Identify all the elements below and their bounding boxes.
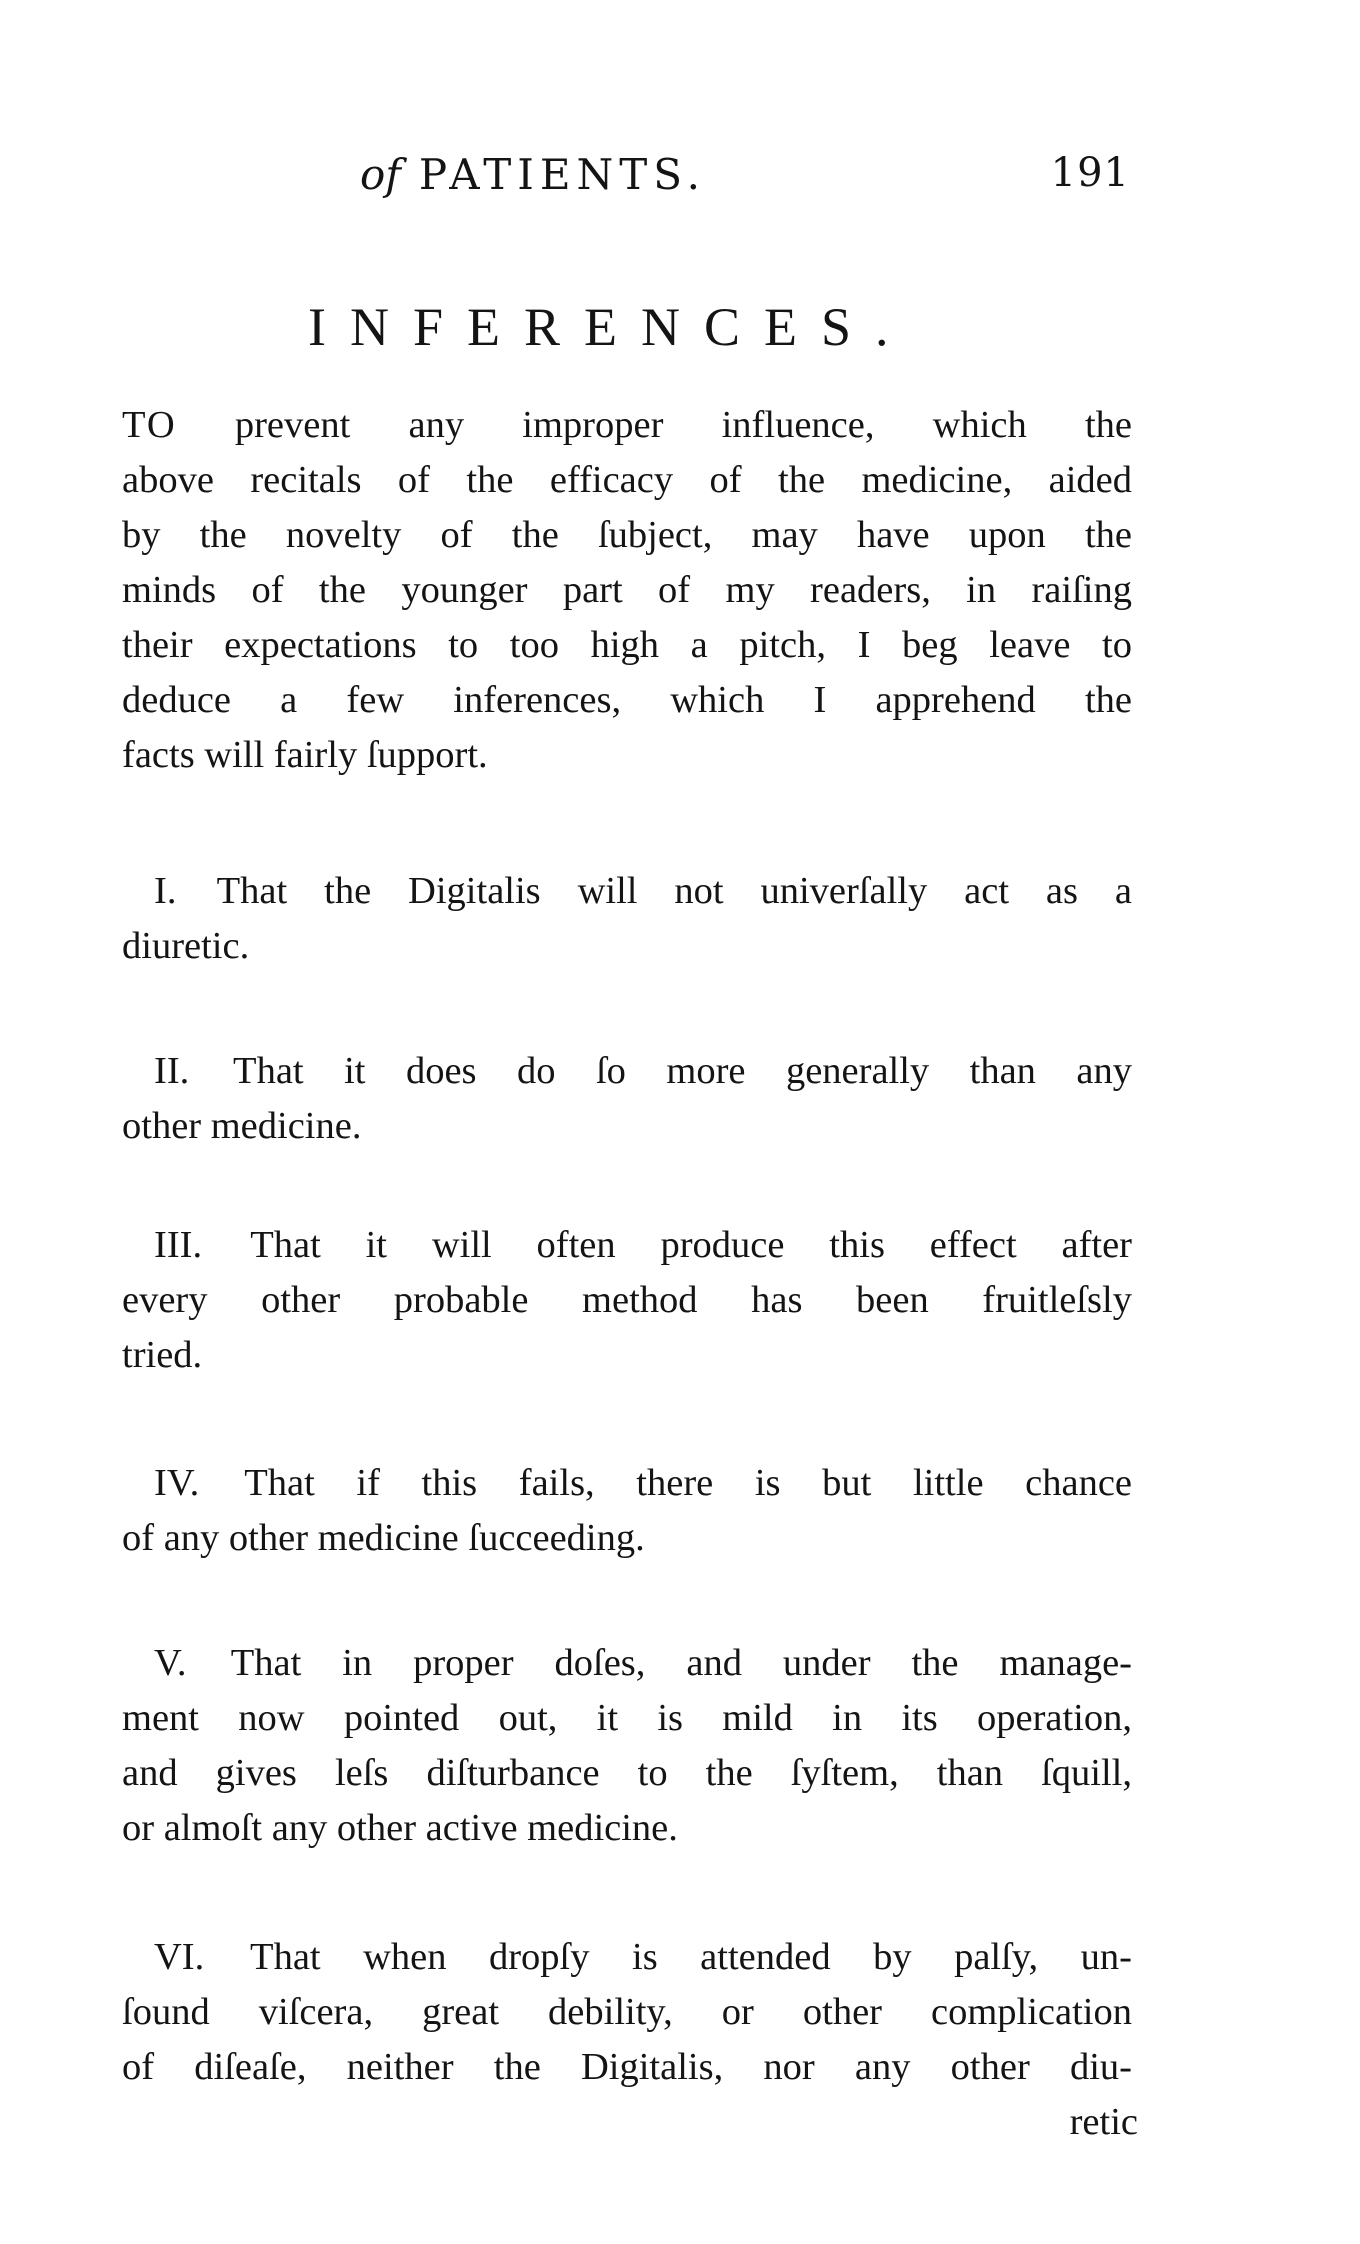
intro-line-6: deduce a few inferences, which I apprehend the <box>122 679 1132 721</box>
inference-1-line-1-text: That the Digitalis will not univerſally act as a <box>180 870 1132 912</box>
inference-3-line-3: tried. <box>122 1334 203 1376</box>
inference-4 <box>122 1456 1132 1566</box>
inference-6-line-1 <box>122 1930 1132 1985</box>
running-head <box>360 150 1130 210</box>
inference-3-line-2: every other probable method has been fruitleſsly <box>122 1279 1132 1321</box>
inference-6-line-2: ſound viſcera, great debility, or other complication <box>122 1991 1132 2033</box>
inference-1-line-1 <box>122 864 1132 919</box>
intro-line-1-text: prevent any improper influence, which the <box>176 404 1132 446</box>
inference-6-line-3: of diſeaſe, neither the Digitalis, nor any other diu- <box>122 2046 1132 2088</box>
intro-paragraph <box>122 398 1132 783</box>
running-title-of: of <box>360 150 401 199</box>
page-number: 191 <box>1050 150 1130 196</box>
intro-first-word: TO <box>122 404 177 446</box>
inference-5-line-4: or almoſt any other active medicine. <box>122 1807 678 1849</box>
intro-line-1 <box>122 398 1132 453</box>
intro-line-7: facts will fairly ſupport. <box>122 734 488 776</box>
inference-3-line-1 <box>122 1218 1132 1273</box>
inference-2-line-1 <box>122 1044 1132 1099</box>
inference-4-line-1-text: That if this fails, there is but little chance <box>203 1462 1132 1504</box>
inference-1-line-2: diuretic. <box>122 925 250 967</box>
inference-6-line-1-text: That when dropſy is attended by palſy, un- <box>208 1936 1132 1978</box>
inference-5-numeral: V. <box>154 1642 187 1684</box>
inference-5-line-2: ment now pointed out, it is mild in its operation, <box>122 1697 1132 1739</box>
inference-2-line-1-text: That it does do ſo more generally than any <box>193 1050 1132 1092</box>
intro-line-2: above recitals of the efficacy of the medicine, aided <box>122 459 1132 501</box>
running-title <box>360 150 706 199</box>
catchword: retic <box>1069 2101 1138 2143</box>
inference-5-line-3: and gives leſs diſturbance to the ſyſtem, than ſquill, <box>122 1752 1132 1794</box>
inference-1-numeral: I. <box>154 870 177 912</box>
inference-3-numeral: III. <box>154 1224 203 1266</box>
inference-3-line-1-text: That it will often produce this effect after <box>206 1224 1132 1266</box>
intro-line-4: minds of the younger part of my readers, in raiſing <box>122 569 1132 611</box>
inference-2-line-2: other medicine. <box>122 1105 362 1147</box>
inference-2 <box>122 1044 1132 1154</box>
inference-6-numeral: VI. <box>154 1936 205 1978</box>
inference-5-line-1-text: That in proper doſes, and under the manage- <box>190 1642 1132 1684</box>
section-heading: INFERENCES. <box>308 297 913 357</box>
inference-2-numeral: II. <box>154 1050 190 1092</box>
inference-5-line-1 <box>122 1636 1132 1691</box>
inference-4-line-1 <box>122 1456 1132 1511</box>
running-title-text: PATIENTS. <box>418 150 706 199</box>
intro-line-3: by the novelty of the ſubject, may have upon the <box>122 514 1132 556</box>
inference-3 <box>122 1218 1132 1383</box>
inference-1 <box>122 864 1132 974</box>
inference-4-numeral: IV. <box>154 1462 200 1504</box>
inference-6 <box>122 1930 1132 2095</box>
inference-4-line-2: of any other medicine ſucceeding. <box>122 1517 645 1559</box>
inference-5 <box>122 1636 1132 1856</box>
intro-line-5: their expectations to too high a pitch, I beg leave to <box>122 624 1132 666</box>
